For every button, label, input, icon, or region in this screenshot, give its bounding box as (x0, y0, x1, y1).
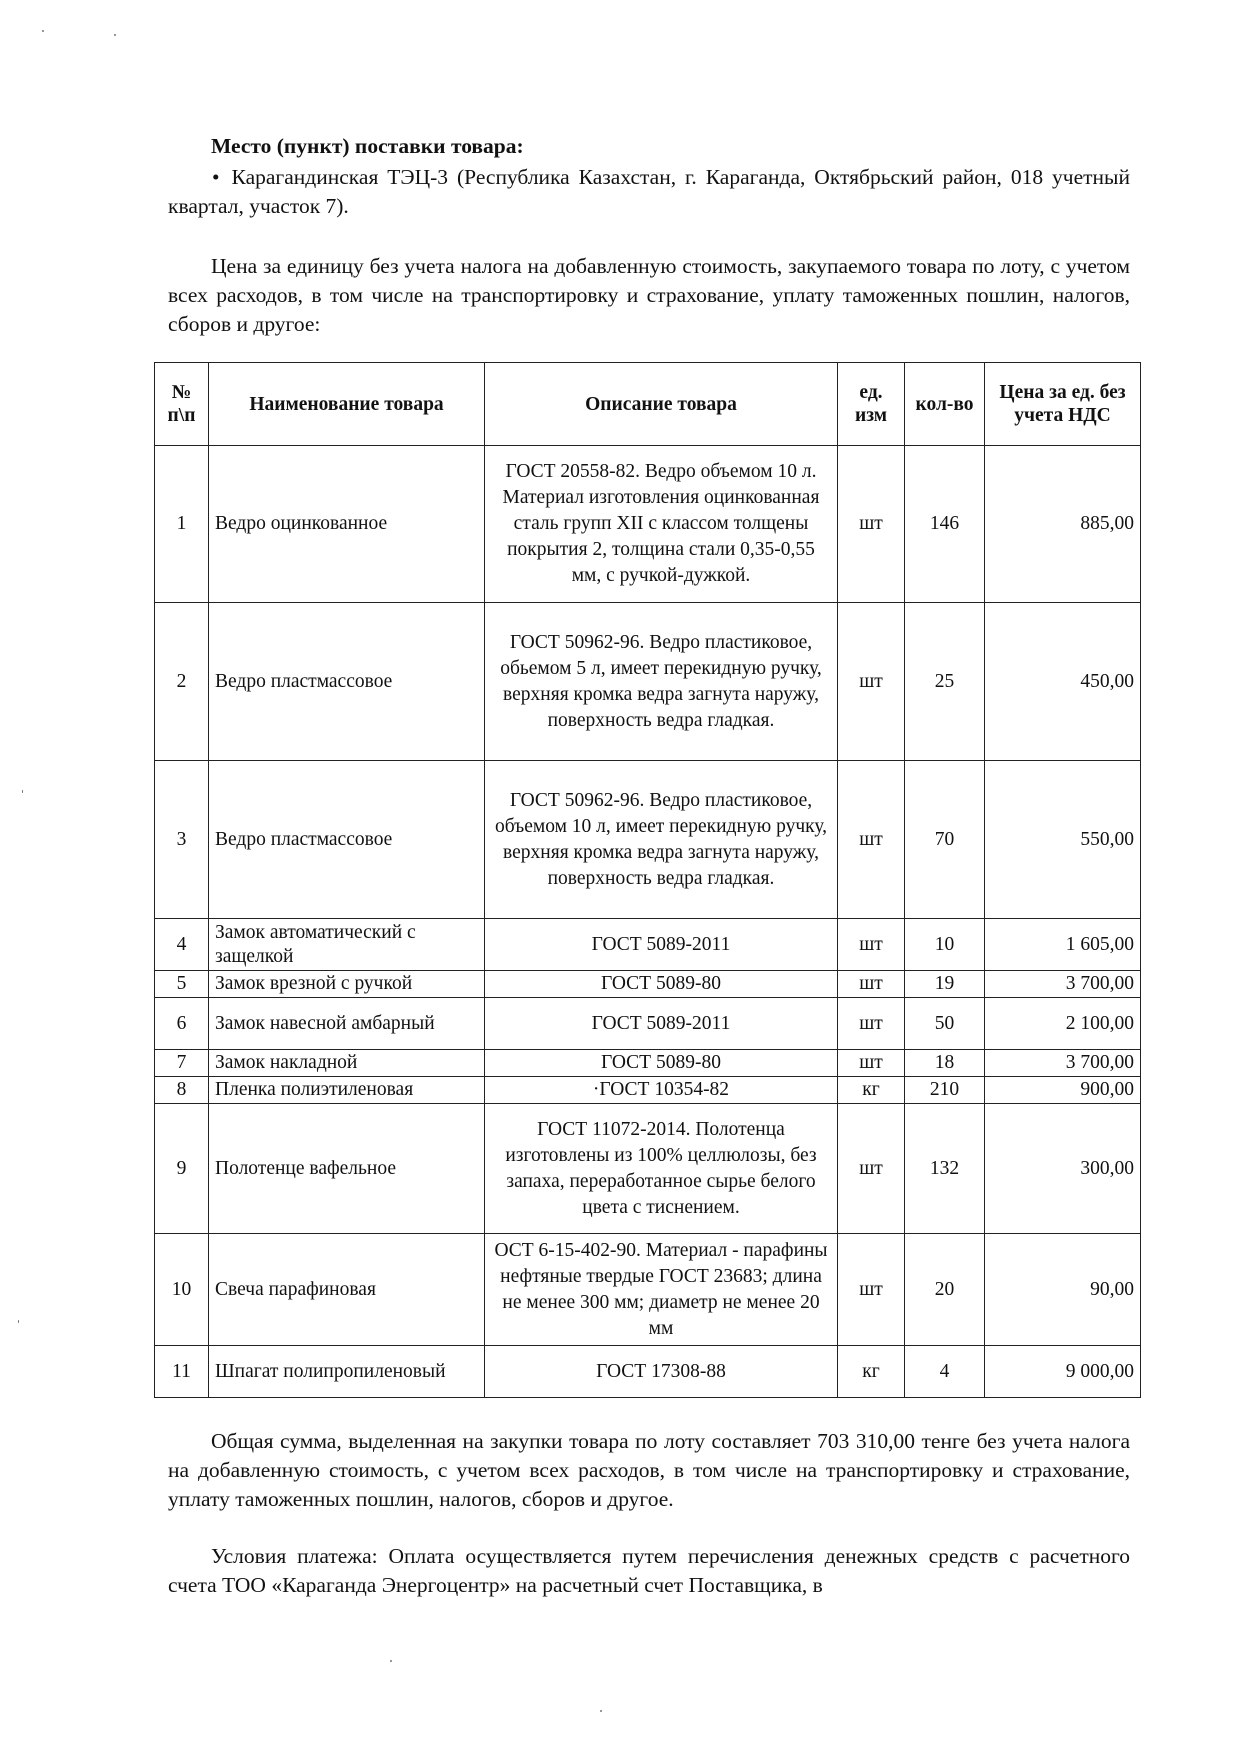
cell-unit: шт (838, 446, 905, 603)
cell-name: Ведро пластмассовое (209, 761, 485, 919)
cell-qty: 210 (905, 1077, 985, 1104)
cell-name: Свеча парафиновая (209, 1234, 485, 1346)
cell-name: Пленка полиэтиленовая (209, 1077, 485, 1104)
cell-num: 6 (155, 998, 209, 1050)
cell-price: 2 100,00 (985, 998, 1141, 1050)
table-row (155, 919, 1141, 971)
table-row (155, 1050, 1141, 1077)
cell-num: 1 (155, 446, 209, 603)
table-row (155, 1234, 1141, 1346)
cell-desc: ГОСТ 11072-2014. Полотенца изготовлены из 100% целлюлозы, без запаха, переработанное сырье белого цвета с тиснением. (485, 1104, 838, 1234)
table-row (155, 998, 1141, 1050)
table-row (155, 603, 1141, 761)
cell-name: Шпагат полипропиленовый (209, 1346, 485, 1398)
table-row (155, 761, 1141, 919)
payment-paragraph (168, 1542, 1130, 1600)
cell-qty: 146 (905, 446, 985, 603)
price-intro (168, 252, 1130, 339)
cell-num: 9 (155, 1104, 209, 1234)
header-qty: кол-во (905, 363, 985, 446)
cell-desc: ГОСТ 17308-88 (485, 1346, 838, 1398)
cell-unit: кг (838, 1077, 905, 1104)
delivery-address (168, 163, 1130, 221)
scan-speck (42, 30, 44, 32)
cell-desc: ГОСТ 20558-82. Ведро объемом 10 л. Материал изготовления оцинкованная сталь групп XII с классом толщены покрытия 2, толщина стали 0,35-0,55 мм, с ручкой-дужкой. (485, 446, 838, 603)
cell-price: 9 000,00 (985, 1346, 1141, 1398)
goods-table (154, 362, 1141, 1398)
cell-name: Ведро пластмассовое (209, 603, 485, 761)
cell-unit: шт (838, 971, 905, 998)
payment-text: Условия платежа: Оплата осуществляется путем перечисления денежных средств с расчетного счета ТОО «Караганда Энергоцентр» на расчетный счет Поставщика, в (168, 1544, 1130, 1597)
cell-qty: 25 (905, 603, 985, 761)
table-row (155, 1346, 1141, 1398)
cell-qty: 19 (905, 971, 985, 998)
cell-num: 8 (155, 1077, 209, 1104)
cell-price: 900,00 (985, 1077, 1141, 1104)
cell-qty: 4 (905, 1346, 985, 1398)
table-row (155, 446, 1141, 603)
cell-desc: ГОСТ 50962-96. Ведро пластиковое, объемом 10 л, имеет перекидную ручку, верхняя кромка ведра загнута наружу, поверхность ведра гладкая. (485, 761, 838, 919)
cell-unit: шт (838, 919, 905, 971)
delivery-heading: Место (пункт) поставки товара: (211, 134, 524, 158)
cell-unit: шт (838, 761, 905, 919)
price-intro-text: Цена за единицу без учета налога на добавленную стоимость, закупаемого товара по лоту, с учетом всех расходов, в том числе на транспортировку и страхование, уплату таможенных пошлин, налогов, сборов и другое: (168, 254, 1130, 336)
cell-qty: 20 (905, 1234, 985, 1346)
cell-price: 3 700,00 (985, 971, 1141, 998)
cell-qty: 132 (905, 1104, 985, 1234)
cell-price: 300,00 (985, 1104, 1141, 1234)
cell-desc: ГОСТ 5089-80 (485, 971, 838, 998)
cell-price: 3 700,00 (985, 1050, 1141, 1077)
total-text: Общая сумма, выделенная на закупки товара по лоту составляет 703 310,00 тенге без учета налога на добавленную стоимость, с учетом всех расходов, в том числе на транспортировку и страхование, уплату таможенных пошлин, налогов, сборов и другое. (168, 1429, 1130, 1511)
cell-price: 450,00 (985, 603, 1141, 761)
header-name: Наименование товара (209, 363, 485, 446)
cell-desc: ОСТ 6-15-402-90. Материал - парафины нефтяные твердые ГОСТ 23683; длина не менее 300 мм; диаметр не менее 20 мм (485, 1234, 838, 1346)
cell-unit: шт (838, 998, 905, 1050)
cell-desc: ГОСТ 50962-96. Ведро пластиковое, обьемом 5 л, имеет перекидную ручку, верхняя кромка ведра загнута наружу, поверхность ведра гладкая. (485, 603, 838, 761)
cell-qty: 50 (905, 998, 985, 1050)
header-desc: Описание товара (485, 363, 838, 446)
header-price: Цена за ед. без учета НДС (985, 363, 1141, 446)
cell-qty: 70 (905, 761, 985, 919)
scan-speck (114, 34, 116, 36)
cell-name: Полотенце вафельное (209, 1104, 485, 1234)
total-paragraph (168, 1427, 1130, 1514)
cell-num: 3 (155, 761, 209, 919)
cell-desc: ГОСТ 5089-2011 (485, 919, 838, 971)
table-header-row (155, 363, 1141, 446)
scan-speck (18, 1320, 19, 1323)
cell-num: 7 (155, 1050, 209, 1077)
cell-name: Замок врезной с ручкой (209, 971, 485, 998)
bullet-marker: • (212, 165, 220, 189)
table-row (155, 1077, 1141, 1104)
cell-num: 5 (155, 971, 209, 998)
cell-unit: кг (838, 1346, 905, 1398)
header-unit: ед. изм (838, 363, 905, 446)
cell-name: Замок автоматический с защелкой (209, 919, 485, 971)
cell-num: 4 (155, 919, 209, 971)
cell-price: 885,00 (985, 446, 1141, 603)
cell-unit: шт (838, 1234, 905, 1346)
cell-unit: шт (838, 1104, 905, 1234)
scan-speck (600, 1710, 602, 1712)
cell-price: 1 605,00 (985, 919, 1141, 971)
cell-price: 550,00 (985, 761, 1141, 919)
cell-num: 10 (155, 1234, 209, 1346)
delivery-address-text: Карагандинская ТЭЦ-3 (Республика Казахстан, г. Караганда, Октябрьский район, 018 учетный квартал, участок 7). (168, 165, 1130, 218)
cell-desc: ·ГОСТ 10354-82 (485, 1077, 838, 1104)
scan-speck (22, 790, 23, 793)
cell-name: Ведро оцинкованное (209, 446, 485, 603)
cell-num: 11 (155, 1346, 209, 1398)
cell-name: Замок навесной амбарный (209, 998, 485, 1050)
table-row (155, 1104, 1141, 1234)
cell-price: 90,00 (985, 1234, 1141, 1346)
cell-unit: шт (838, 1050, 905, 1077)
cell-desc: ГОСТ 5089-2011 (485, 998, 838, 1050)
cell-qty: 18 (905, 1050, 985, 1077)
cell-name: Замок накладной (209, 1050, 485, 1077)
cell-num: 2 (155, 603, 209, 761)
cell-qty: 10 (905, 919, 985, 971)
cell-unit: шт (838, 603, 905, 761)
table-row (155, 971, 1141, 998)
cell-desc: ГОСТ 5089-80 (485, 1050, 838, 1077)
scan-speck (390, 1660, 392, 1662)
header-num: № п\п (155, 363, 209, 446)
